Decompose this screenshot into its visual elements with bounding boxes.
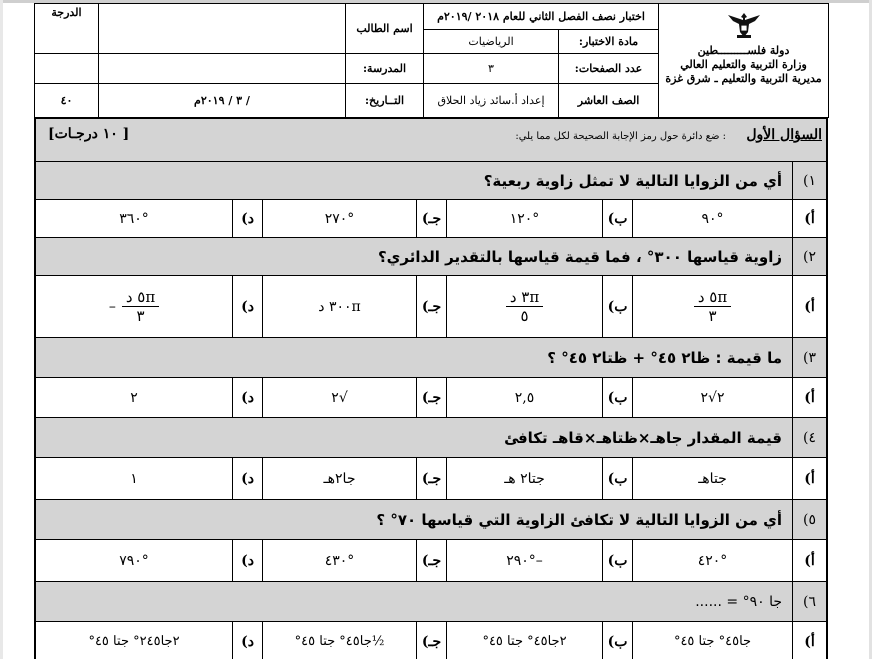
minus-sign: – xyxy=(108,298,116,315)
question-text: أي من الزوايا التالية لا تكافئ الزاوية التي قياسها ٧٠° ؟ xyxy=(376,510,782,529)
option-label-a: أ) xyxy=(792,540,826,581)
option-a[interactable]: ٢√٢ xyxy=(632,378,792,417)
student-name-label: اسم الطالب xyxy=(346,4,424,54)
question-text: ما قيمة : ظا٢ ٤٥° + ظتا٢ ٤٥° ؟ xyxy=(547,348,782,367)
question-number: ٤) xyxy=(792,418,826,457)
option-label-a: أ) xyxy=(792,378,826,417)
option-d[interactable]: ٢جا٢٤٥° جتا ٤٥° xyxy=(88,634,180,649)
option-b[interactable]: ٢جا٤٥° جتا ٤٥° xyxy=(446,622,602,659)
question-number: ٢) xyxy=(792,238,826,275)
option-a[interactable]: °٩٠ xyxy=(632,200,792,237)
option-label-b: ب) xyxy=(602,200,632,237)
fraction-numerator: ٥π د xyxy=(122,288,159,307)
option-label-b: ب) xyxy=(602,458,632,499)
option-c[interactable]: جا٢هـ xyxy=(262,458,416,499)
subject-value: الرياضيات xyxy=(424,30,559,54)
question-text: جا ٩٠° = ...... xyxy=(695,593,782,610)
option-d[interactable] xyxy=(36,276,232,337)
question-text: زاوية قياسها ٣٠٠° ، فما قيمة قياسها بالتقدير الدائري؟ xyxy=(377,247,782,266)
subject-label: مادة الاختبار: xyxy=(559,30,659,54)
option-label-c: جـ) xyxy=(416,622,446,659)
date-label: التــاريخ: xyxy=(346,84,424,118)
question-row-5 xyxy=(36,499,826,539)
question-row-1 xyxy=(36,161,826,199)
prepared-by: إعداد أ.سائد زياد الحلاق xyxy=(424,84,559,118)
class-value: الصف العاشر xyxy=(559,84,659,118)
answers-row-4 xyxy=(36,457,826,499)
option-a[interactable]: °٤٢٠ xyxy=(632,540,792,581)
exam-title: اختبار نصف الفصل الثاني للعام ٢٠١٨ /٢٠١٩م xyxy=(424,4,659,30)
option-c[interactable]: √٢ xyxy=(262,378,416,417)
question-row-6 xyxy=(36,581,826,621)
org-ministry: وزارة التربية والتعليم العالي xyxy=(680,58,807,71)
option-c[interactable]: ½جا٤٥° جتا ٤٥° xyxy=(262,622,416,659)
school-label: المدرسة: xyxy=(346,54,424,84)
option-label-d: د) xyxy=(232,540,262,581)
option-label-a: أ) xyxy=(792,276,826,337)
option-label-d: د) xyxy=(232,276,262,337)
option-label-c: جـ) xyxy=(416,276,446,337)
student-name-field[interactable] xyxy=(99,4,346,54)
window-left-border xyxy=(0,0,3,659)
question-number: ٣) xyxy=(792,338,826,377)
org-state: دولة فلســـــــــطين xyxy=(697,44,790,57)
section-grade: [ ١٠ درجـات] xyxy=(48,126,130,142)
answers-row-6 xyxy=(36,621,826,659)
option-label-b: ب) xyxy=(602,276,632,337)
grade-label: الدرجة xyxy=(35,4,99,54)
option-b[interactable]: °١٢٠ xyxy=(446,200,602,237)
option-label-c: جـ) xyxy=(416,200,446,237)
school-field[interactable] xyxy=(99,54,346,84)
option-d[interactable]: °٣٦٠ xyxy=(119,210,149,227)
section-header xyxy=(36,117,826,161)
question-number: ١) xyxy=(792,162,826,199)
question-section xyxy=(34,117,828,659)
fraction xyxy=(506,288,543,325)
question-row-4 xyxy=(36,417,826,457)
option-label-a: أ) xyxy=(792,458,826,499)
option-label-c: جـ) xyxy=(416,458,446,499)
pages-label: عدد الصفحات: xyxy=(559,54,659,84)
fraction xyxy=(694,288,731,325)
option-label-c: جـ) xyxy=(416,540,446,581)
option-label-d: د) xyxy=(232,200,262,237)
fraction-denominator: ٣ xyxy=(136,307,145,325)
option-d[interactable]: °٧٩٠ xyxy=(119,552,149,569)
total-grade: ٤٠ xyxy=(35,84,99,118)
exam-header-table xyxy=(34,3,829,118)
option-c[interactable]: °٢٧٠ xyxy=(262,200,416,237)
option-b[interactable] xyxy=(446,276,602,337)
option-label-a: أ) xyxy=(792,622,826,659)
answers-row-3 xyxy=(36,377,826,417)
answers-row-5 xyxy=(36,539,826,581)
option-label-c: جـ) xyxy=(416,378,446,417)
fraction-denominator: ٥ xyxy=(520,307,529,325)
option-d[interactable]: ٢ xyxy=(130,389,138,406)
option-label-b: ب) xyxy=(602,540,632,581)
option-b[interactable]: –°٢٩٠ xyxy=(446,540,602,581)
option-label-d: د) xyxy=(232,458,262,499)
option-a[interactable]: جا٤٥° جتا ٤٥° xyxy=(632,622,792,659)
option-label-d: د) xyxy=(232,622,262,659)
ministry-block xyxy=(659,4,829,118)
option-c[interactable]: °٤٣٠ xyxy=(262,540,416,581)
question-row-2 xyxy=(36,237,826,275)
grade-field[interactable] xyxy=(35,54,99,84)
option-a[interactable] xyxy=(632,276,792,337)
option-label-b: ب) xyxy=(602,622,632,659)
option-d[interactable]: ١ xyxy=(130,470,138,487)
section-instruction: : ضع دائرة حول رمز الإجابة الصحيحة لكل مما يلي: xyxy=(515,131,726,142)
option-c[interactable]: ٣٠٠π د xyxy=(262,276,416,337)
option-label-a: أ) xyxy=(792,200,826,237)
fraction-numerator: ٥π د xyxy=(694,288,731,307)
fraction-denominator: ٣ xyxy=(708,307,717,325)
section-title: السؤال الأول xyxy=(746,127,822,143)
fraction-numerator: ٣π د xyxy=(506,288,543,307)
answers-row-1 xyxy=(36,199,826,237)
answers-row-2 xyxy=(36,275,826,337)
option-b[interactable]: جتا٢ هـ xyxy=(446,458,602,499)
fraction xyxy=(122,288,159,325)
org-directorate: مديرية التربية والتعليم ـ شرق غزة xyxy=(665,72,822,85)
pages-value: ٣ xyxy=(424,54,559,84)
question-text: أي من الزوايا التالية لا تمثل زاوية ربعية؟ xyxy=(483,171,782,190)
palestine-eagle-emblem-icon xyxy=(724,10,764,40)
option-label-d: د) xyxy=(232,378,262,417)
question-number: ٥) xyxy=(792,500,826,539)
option-label-b: ب) xyxy=(602,378,632,417)
option-b[interactable]: ٢,٥ xyxy=(446,378,602,417)
question-row-3 xyxy=(36,337,826,377)
date-value: / ٣ / ٢٠١٩م xyxy=(99,84,346,118)
option-a[interactable]: جتاهـ xyxy=(632,458,792,499)
question-number: ٦) xyxy=(792,582,826,621)
question-text: قيمة المقدار جاهـ×ظتاهـ×قاهـ تكافئ xyxy=(504,428,782,447)
